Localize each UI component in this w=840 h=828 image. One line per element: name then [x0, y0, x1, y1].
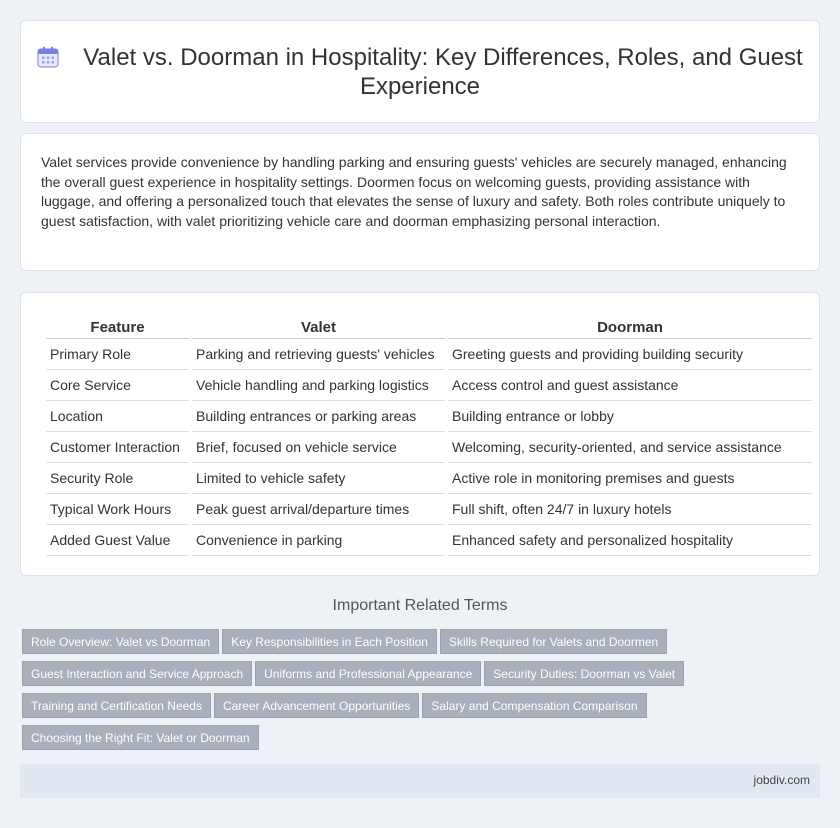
table-row [46, 525, 812, 556]
table-cell: Location [46, 401, 189, 432]
related-tag[interactable]: Skills Required for Valets and Doormen [440, 629, 667, 654]
related-tag[interactable]: Training and Certification Needs [22, 693, 211, 718]
table-cell: Brief, focused on vehicle service [192, 432, 445, 463]
table-cell: Convenience in parking [192, 525, 445, 556]
header-doorman: Doorman [448, 317, 812, 339]
footer [20, 764, 820, 798]
table-cell: Added Guest Value [46, 525, 189, 556]
table-cell: Peak guest arrival/departure times [192, 494, 445, 525]
table-cell: Active role in monitoring premises and guests [448, 463, 812, 494]
table-row [46, 339, 812, 370]
table-row [46, 494, 812, 525]
related-tag[interactable]: Role Overview: Valet vs Doorman [22, 629, 219, 654]
header-feature: Feature [46, 317, 189, 339]
related-tag[interactable]: Key Responsibilities in Each Position [222, 629, 437, 654]
intro-card [20, 133, 820, 271]
table-cell: Enhanced safety and personalized hospitality [448, 525, 812, 556]
intro-text: Valet services provide convenience by handling parking and ensuring guests' vehicles are securely managed, enhancing the overall guest experience in hospitality settings. Doormen focus on welcoming guests, providing assistance with luggage, and offering a personalized touch that elevates the sense of luxury and safety. Both roles contribute uniquely to guest satisfaction, with valet prioritizing vehicle care and doorman emphasizing personal interaction. [41, 154, 787, 229]
table-cell: Vehicle handling and parking logistics [192, 370, 445, 401]
related-terms-title: Important Related Terms [332, 597, 508, 614]
table-cell: Welcoming, security-oriented, and service assistance [448, 432, 812, 463]
table-cell: Access control and guest assistance [448, 370, 812, 401]
comparison-table [43, 317, 815, 556]
title-card [20, 20, 820, 123]
table-cell: Greeting guests and providing building security [448, 339, 812, 370]
page-title: Valet vs. Doorman in Hospitality: Key Differences, Roles, and Guest Experience [83, 44, 803, 100]
table-row [46, 370, 812, 401]
table-cell: Customer Interaction [46, 432, 189, 463]
header-valet: Valet [192, 317, 445, 339]
page-title-wrap [21, 43, 819, 101]
table-cell: Core Service [46, 370, 189, 401]
calendar-icon [37, 46, 59, 68]
table-cell: Building entrance or lobby [448, 401, 812, 432]
table-cell: Building entrances or parking areas [192, 401, 445, 432]
table-row [46, 463, 812, 494]
related-tag[interactable]: Guest Interaction and Service Approach [22, 661, 252, 686]
table-cell: Typical Work Hours [46, 494, 189, 525]
related-tag[interactable]: Uniforms and Professional Appearance [255, 661, 481, 686]
table-header-row [46, 317, 812, 339]
related-tag[interactable]: Choosing the Right Fit: Valet or Doorman [22, 725, 259, 750]
comparison-card [20, 292, 820, 576]
table-cell: Parking and retrieving guests' vehicles [192, 339, 445, 370]
related-tag[interactable]: Career Advancement Opportunities [214, 693, 419, 718]
table-row [46, 432, 812, 463]
table-cell: Full shift, often 24/7 in luxury hotels [448, 494, 812, 525]
footer-site-link[interactable]: jobdiv.com [753, 773, 810, 787]
related-tag[interactable]: Security Duties: Doorman vs Valet [484, 661, 684, 686]
table-row [46, 401, 812, 432]
related-tag[interactable]: Salary and Compensation Comparison [422, 693, 646, 718]
related-tags [22, 629, 802, 757]
table-cell: Security Role [46, 463, 189, 494]
table-cell: Primary Role [46, 339, 189, 370]
table-cell: Limited to vehicle safety [192, 463, 445, 494]
